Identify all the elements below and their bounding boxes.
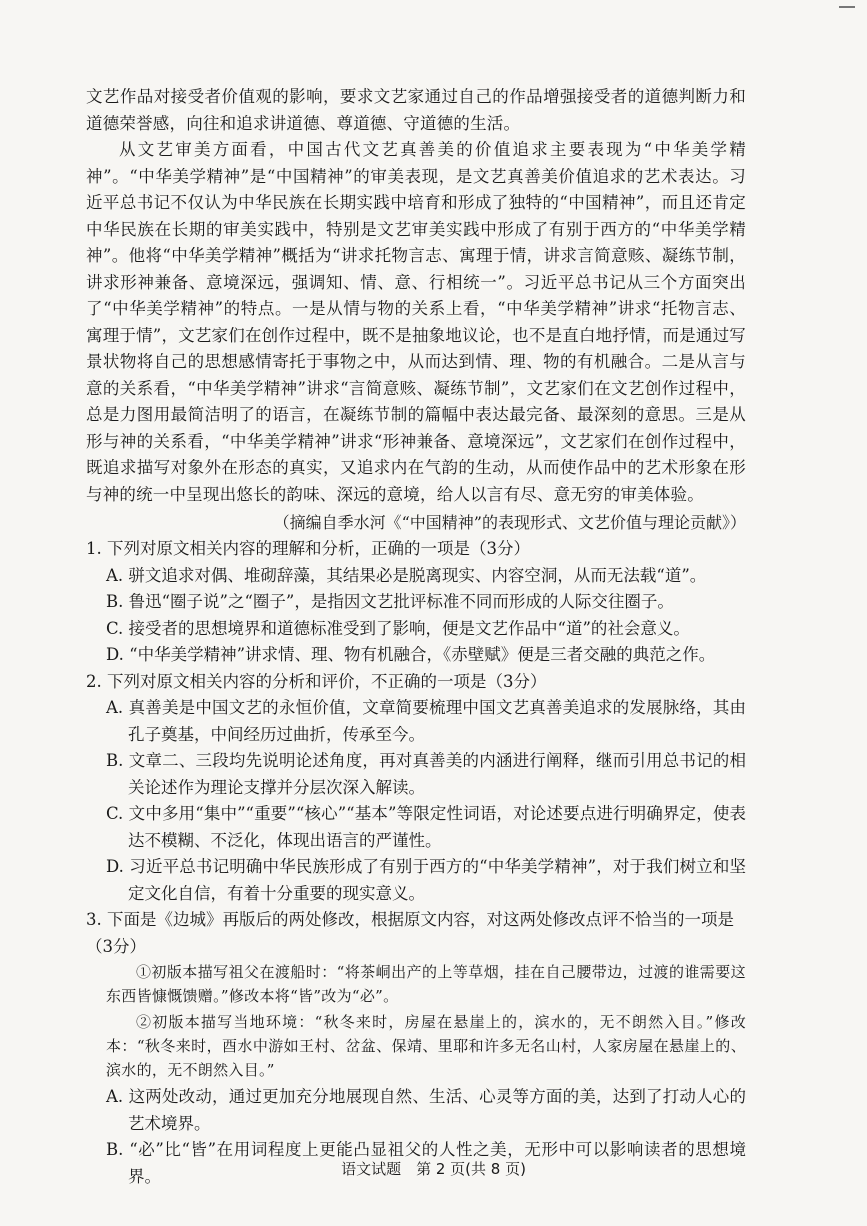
question-stem: 3. 下面是《边城》再版后的两处修改，根据原文内容，对这两处修改点评不恰当的一项是（3分） <box>86 910 734 956</box>
option-a: A. 这两处改动，通过更加充分地展现自然、生活、心灵等方面的美，达到了打动人心的艺术境界。 <box>106 1087 746 1133</box>
option-c: C. 文中多用“集中”“重要”“核心”“基本”等限定性词语，对论述要点进行明确界定，使表达不模糊、不泛化，体现出语言的严谨性。 <box>106 804 746 850</box>
page-footer: 语文试题 第 2 页(共 8 页) <box>341 1160 526 1178</box>
option-b: B. 鲁迅“圈子说”之“圈子”，是指因文艺批评标准不同而形成的人际交往圈子。 <box>106 592 674 611</box>
question-3 <box>86 907 746 1190</box>
question-1 <box>86 536 746 669</box>
question-stem: 1. 下列对原文相关内容的理解和分析，正确的一项是（3分） <box>86 539 530 558</box>
passage <box>86 84 746 1190</box>
passage-paragraph-1: 文艺作品对接受者价值观的影响，要求文艺家通过自己的作品增强接受者的道德判断力和道德荣誉感，向往和追求讲道德、尊道德、守道德的生活。 <box>86 87 746 133</box>
option-d: D. “中华美学精神”讲求情、理、物有机融合，《赤壁赋》便是三者交融的典范之作。 <box>106 645 716 664</box>
option-a: A. 骈文追求对偶、堆砌辞藻，其结果必是脱离现实、内容空洞，从而无法载“道”。 <box>106 565 707 585</box>
corner-mark <box>839 6 855 16</box>
option-d: D. 习近平总书记明确中华民族形成了有别于西方的“中华美学精神”，对于我们树立和坚定文化自信，有着十分重要的现实意义。 <box>106 857 746 903</box>
option-b: B. 文章二、三段均先说明论述角度，再对真善美的内涵进行阐释，继而引用总书记的相关论述作为理论支撑并分层次深入解读。 <box>106 751 746 797</box>
revision-quote-1: ①初版本描写祖父在渡船时：“将茶峒出产的上等草烟，挂在自己腰带边，过渡的谁需要这东西皆慷慨馈赠。”修改本将“皆”改为“必”。 <box>106 963 746 1005</box>
passage-source: （摘编自季水河《“中国精神”的表现形式、文艺价值与理论贡献》） <box>273 513 746 532</box>
option-a: A. 真善美是中国文艺的永恒价值，文章简要梳理中国文艺真善美追求的发展脉络，其由孔子奠基，中间经历过曲折，传承至今。 <box>106 698 746 744</box>
question-2 <box>86 669 746 908</box>
revision-quote-2: ②初版本描写当地环境：“秋冬来时，房屋在悬崖上的，滨水的，无不朗然入目。”修改本：“秋冬来时，酉水中游如王村、岔盆、保靖、里耶和许多无名山村，人家房屋在悬崖上的、滨水的，无不朗然入目。” <box>106 1013 746 1079</box>
option-c: C. 接受者的思想境界和道德标准受到了影响，便是文艺作品中“道”的社会意义。 <box>106 618 690 638</box>
question-stem: 2. 下列对原文相关内容的分析和评价，不正确的一项是（3分） <box>86 671 547 691</box>
option-b: B. “必”比“皆”在用词程度上更能凸显祖父的人性之美，无形中可以影响读者的思想境界。 <box>106 1140 746 1186</box>
passage-paragraph-2: 从文艺审美方面看，中国古代文艺真善美的价值追求主要表现为“中华美学精神”。“中华美学精神”是“中国精神”的审美表现，是文艺真善美价值追求的艺术表达。习近平总书记不仅认为中华民族在长期实践中培育和形成了独特的“中国精神”，而且还肯定中华民族在长期的审美实践中，特别是文艺审美实践中形成了有别于西方的“中华美学精神”。他将“中华美学精神”概括为“讲求托物言志、寓理于情，讲求言简意赅、凝练节制，讲求形神兼备、意境深远，强调知、情、意、行相统一”。习近平总书记从三个方面突出了“中华美学精神”的特点。一是从情与物的关系上看，“中华美学精神”讲求“托物言志、寓理于情”，文艺家们在创作过程中，既不是抽象地议论，也不是直白地抒情，而是通过写景状物将自己的思想感情寄托于事物之中，从而达到情、理、物的有机融合。二是从言与意的关系看，“中华美学精神”讲求“言简意赅、凝练节制”，文艺家们在文艺创作过程中，总是力图用最简洁明了的语言，在凝练节制的篇幅中表达最完备、最深刻的意思。三是从形与神的关系看，“中华美学精神”讲求“形神兼备、意境深远”，文艺家们在创作过程中，既追求描写对象外在形态的真实，又追求内在气韵的生动，从而使作品中的艺术形象在形与神的统一中呈现出悠长的韵味、深远的意境，给人以言有尽、意无穷的审美体验。 <box>86 140 746 504</box>
